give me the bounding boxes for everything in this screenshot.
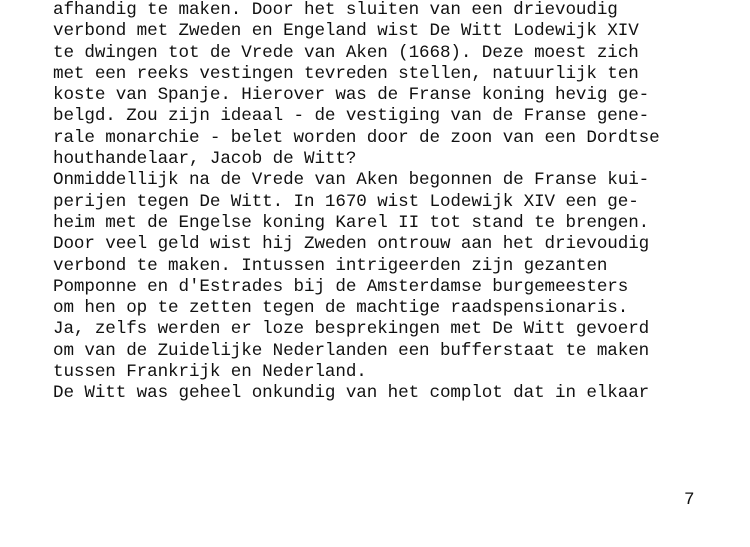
text-line: belgd. Zou zijn ideaal - de vestiging van de Franse gene- [53,106,650,127]
text-line: perijen tegen De Witt. In 1670 wist Lodewijk XIV een ge- [53,191,639,212]
text-line: Door veel geld wist hij Zweden ontrouw aan het drievoudig [53,234,650,255]
text-line: met een reeks vestingen tevreden stellen, natuurlijk ten [53,63,639,84]
text-line: te dwingen tot de Vrede van Aken (1668). Deze moest zich [53,42,639,63]
body-text [53,0,733,405]
text-line: om hen op te zetten tegen de machtige raadspensionaris. [53,298,629,319]
text-line: heim met de Engelse koning Karel II tot stand te brengen. [53,212,650,233]
text-line: koste van Spanje. Hierover was de Franse koning hevig ge- [53,85,650,106]
text-line: rale monarchie - belet worden door de zoon van een Dordtse [53,127,660,148]
text-line: verbond met Zweden en Engeland wist De Witt Lodewijk XIV [53,21,639,42]
text-line: tussen Frankrijk en Nederland. [53,362,367,383]
text-line: Ja, zelfs werden er loze besprekingen met De Witt gevoerd [53,319,650,340]
page-number: 7 [684,490,695,510]
text-line: houthandelaar, Jacob de Witt? [53,149,357,170]
text-line: Pomponne en d'Estrades bij de Amsterdamse burgemeesters [53,276,629,297]
text-line: De Witt was geheel onkundig van het complot dat in elkaar [53,383,650,404]
text-line: om van de Zuidelijke Nederlanden een bufferstaat te maken [53,340,650,361]
text-line: Onmiddellijk na de Vrede van Aken begonnen de Franse kui- [53,170,650,191]
text-line: verbond te maken. Intussen intrigeerden zijn gezanten [53,255,608,276]
text-line: afhandig te maken. Door het sluiten van een drievoudig [53,0,618,20]
